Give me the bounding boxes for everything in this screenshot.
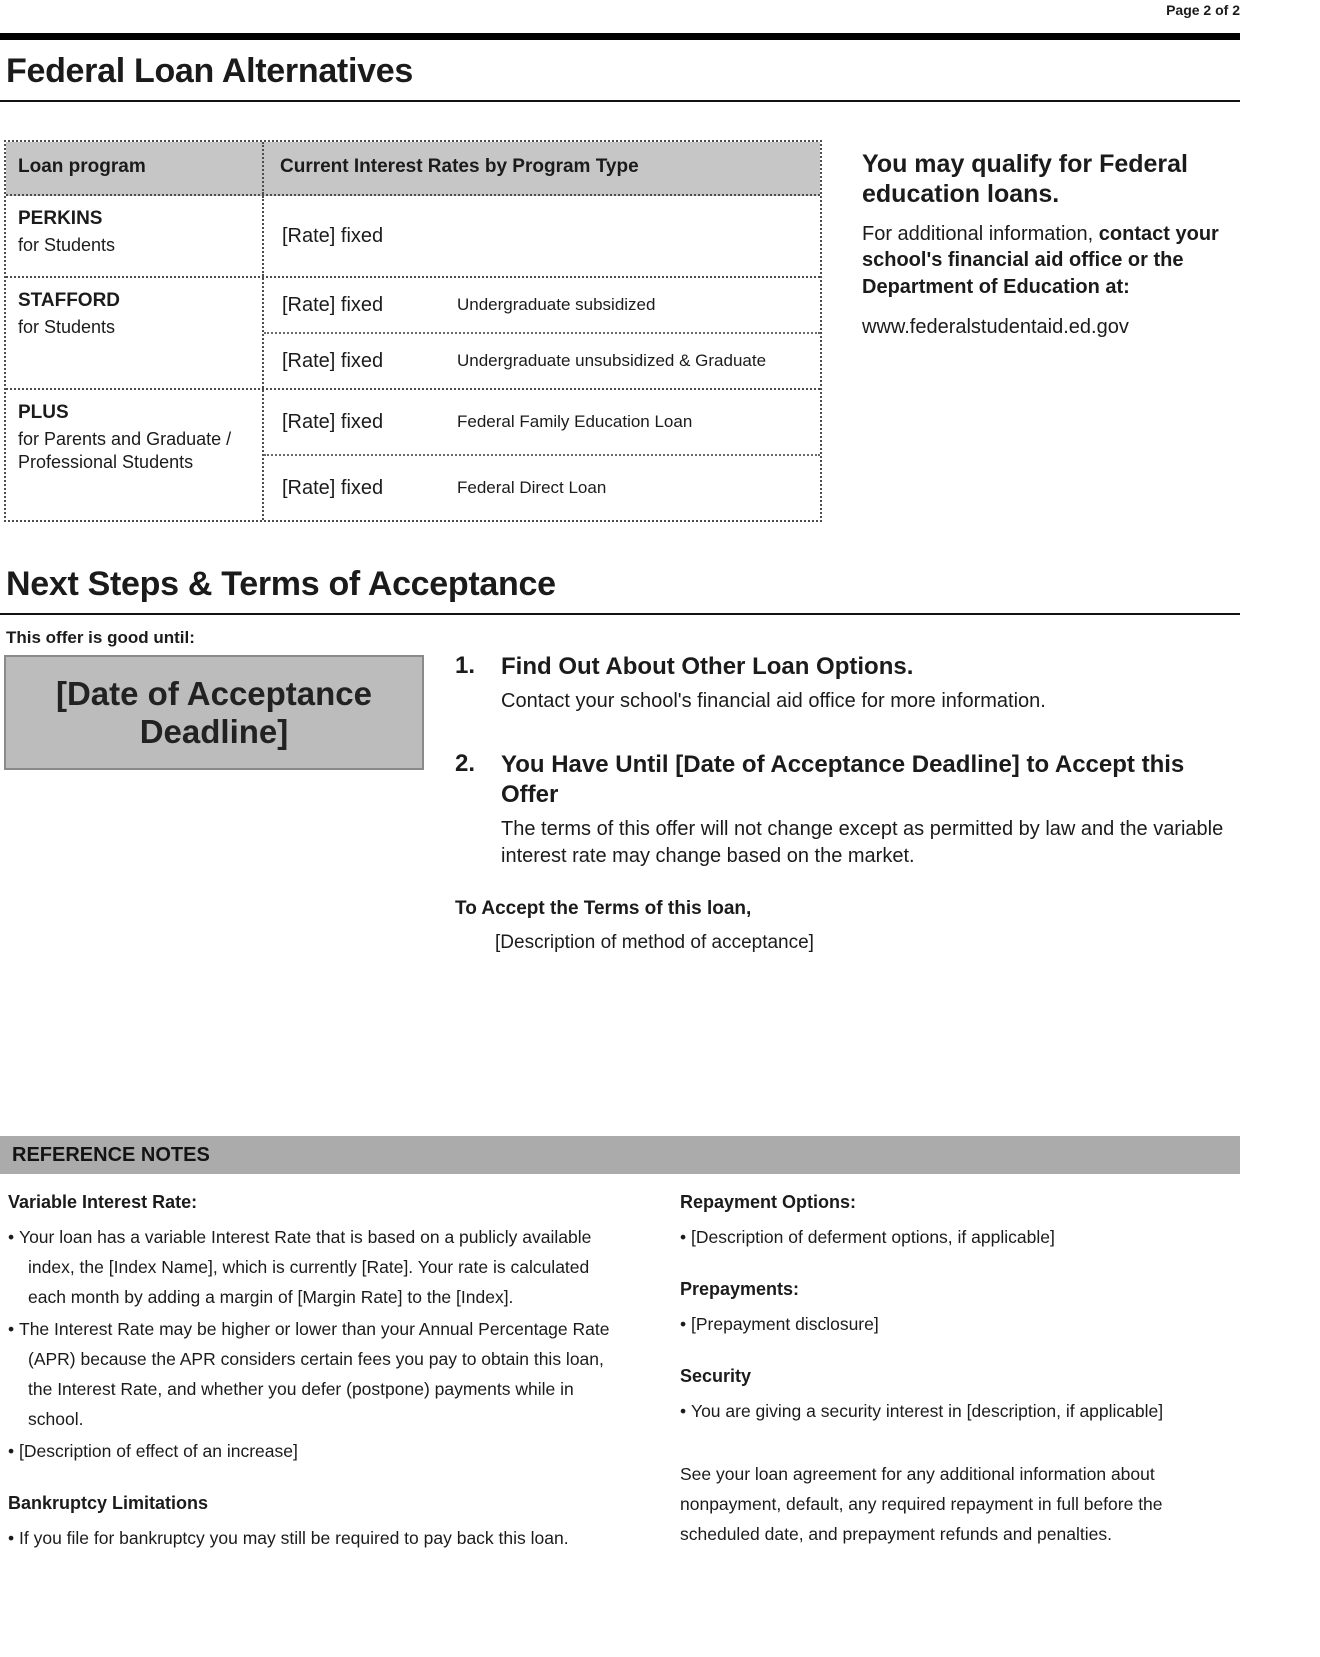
reference-notes-left-column [8, 1192, 622, 1580]
rate-value: [Rate] fixed [282, 349, 384, 372]
note-bullet: • [Description of deferment options, if applicable] [680, 1223, 1242, 1253]
aside-heading: You may qualify for Federal education loans. [862, 150, 1189, 208]
note-bullet: • Your loan has a variable Interest Rate that is based on a publicly available index, the [Index Name], which is currently [Rate]. Your rate is calculated each month by adding a margin of [Margin Rate] to the [Index]. [8, 1223, 622, 1312]
note-heading: Prepayments: [680, 1278, 800, 1299]
note-heading: Bankruptcy Limitations [8, 1493, 209, 1513]
program-cell [6, 390, 264, 520]
rate-program-type: Federal Family Education Loan [457, 412, 693, 431]
note-group-prepayments [680, 1279, 1242, 1340]
program-subtitle: for Students [18, 235, 116, 255]
note-group-security [680, 1366, 1242, 1427]
step-body: The terms of this offer will not change except as permitted by law and the variable interest rate may change based on the market. [501, 817, 1224, 868]
step-item [455, 750, 1243, 871]
section-title-federal-loan-alternatives: Federal Loan Alternatives [6, 52, 413, 90]
column-header-interest-rates: Current Interest Rates by Program Type [280, 156, 639, 177]
note-heading: Repayment Options: [680, 1192, 857, 1212]
rates-cell [264, 278, 820, 388]
program-cell [6, 278, 264, 388]
table-row [6, 196, 820, 278]
accept-terms-body: [Description of method of acceptance] [495, 932, 814, 953]
rates-cell [264, 196, 820, 276]
rate-row [264, 390, 820, 456]
rate-row [264, 334, 820, 388]
aside-intro-bold: contact your school's financial aid office or the Department of Education at: [862, 223, 1219, 298]
rate-value: [Rate] fixed [282, 410, 384, 433]
step-heading: Find Out About Other Loan Options. [501, 653, 914, 680]
note-bullet: • The Interest Rate may be higher or lower than your Annual Percentage Rate (APR) because the APR considers certain fees you pay to obtain this loan, the Interest Rate, and whether you defer (postpone) payments while in school. [8, 1315, 622, 1434]
note-bullet: • [Description of effect of an increase] [8, 1437, 622, 1467]
step-body: Contact your school's financial aid office for more information. [501, 690, 1046, 712]
step-number: 1. [455, 652, 476, 679]
program-cell [6, 196, 264, 276]
program-name: PLUS [18, 402, 69, 423]
offer-good-until-label: This offer is good until: [6, 628, 195, 647]
note-group-variable-interest-rate [8, 1192, 622, 1467]
note-bullet: • [Prepayment disclosure] [680, 1310, 1242, 1340]
accept-terms-block [455, 898, 1243, 954]
next-steps-list [455, 652, 1243, 905]
table-header-row [6, 142, 820, 196]
column-header-loan-program: Loan program [6, 142, 264, 194]
federal-loans-aside [862, 150, 1240, 339]
rate-program-type: Undergraduate unsubsidized & Graduate [457, 351, 767, 370]
program-name: PERKINS [18, 208, 103, 229]
note-heading: Security [680, 1365, 752, 1386]
step-item [455, 652, 1243, 716]
rate-row [264, 456, 820, 520]
loan-alternatives-table [4, 140, 822, 522]
note-group-repayment-options [680, 1192, 1242, 1253]
section-title-next-steps: Next Steps & Terms of Acceptance [6, 565, 556, 603]
accept-terms-label: To Accept the Terms of this loan, [455, 898, 752, 919]
rate-row [264, 196, 820, 276]
step-content [501, 652, 1046, 716]
note-bullet: • You are giving a security interest in [description, if applicable] [680, 1397, 1242, 1427]
rates-cell [264, 390, 820, 520]
step-content [501, 750, 1243, 871]
note-group-bankruptcy-limitations [8, 1493, 622, 1554]
rate-value: [Rate] fixed [282, 476, 384, 499]
program-subtitle: for Students [18, 317, 116, 337]
section-title-underline [0, 100, 1240, 102]
acceptance-deadline-box: [Date of Acceptance Deadline] [4, 655, 424, 770]
program-name: STAFFORD [18, 290, 121, 311]
rate-value: [Rate] fixed [282, 224, 384, 247]
table-row [6, 278, 820, 390]
rate-row [264, 278, 820, 334]
reference-notes-header: REFERENCE NOTES [0, 1136, 1240, 1174]
loan-agreement-footer-note: See your loan agreement for any additional information about nonpayment, default, any required repayment in full before the scheduled date, and prepayment refunds and penalties. [680, 1464, 1163, 1544]
page-number: Page 2 of 2 [1166, 2, 1240, 18]
note-bullet: • If you file for bankruptcy you may still be required to pay back this loan. [8, 1524, 622, 1554]
step-number: 2. [455, 749, 476, 777]
step-heading: You Have Until [Date of Acceptance Deadline] to Accept this Offer [501, 750, 1185, 808]
note-heading: Variable Interest Rate: [8, 1192, 198, 1212]
aside-intro: For additional information, [862, 223, 1099, 245]
federal-student-aid-url: www.federalstudentaid.ed.gov [862, 316, 1129, 339]
top-divider [0, 33, 1240, 40]
section-title-underline [0, 613, 1240, 615]
aside-body [862, 221, 1240, 300]
rate-program-type: Federal Direct Loan [457, 478, 607, 497]
program-subtitle: for Parents and Graduate / Professional Students [18, 429, 232, 473]
rate-value: [Rate] fixed [282, 293, 384, 316]
table-row [6, 390, 820, 520]
rate-program-type: Undergraduate subsidized [457, 295, 656, 314]
reference-notes-right-column [680, 1192, 1242, 1550]
